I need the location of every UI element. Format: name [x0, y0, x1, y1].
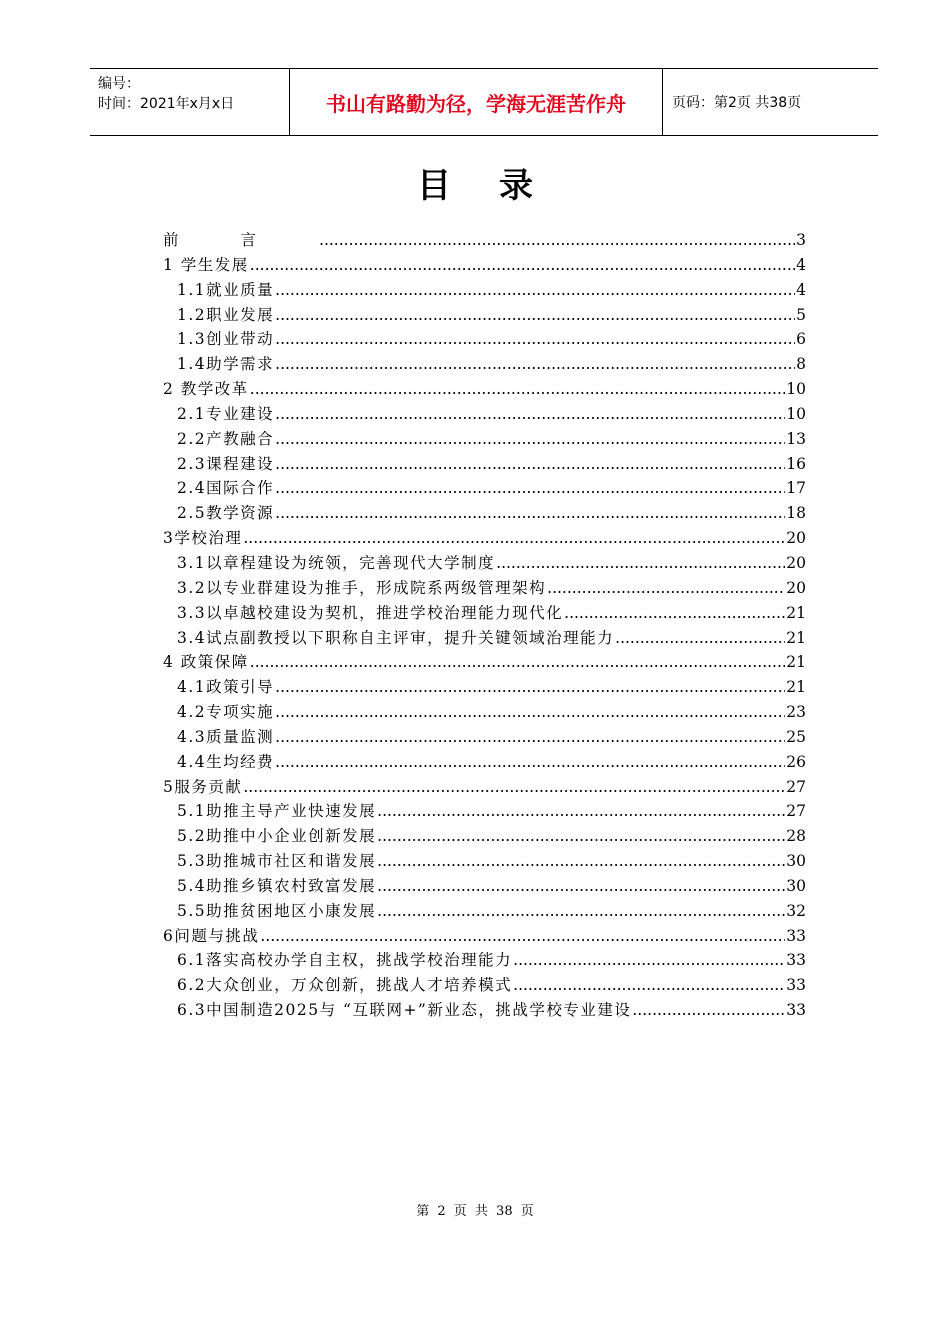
toc-dot-leader: [513, 973, 785, 998]
header-page-info: 页码：第2页 共38页: [672, 95, 802, 111]
toc-entry-page: 3: [796, 231, 806, 249]
toc-dot-leader: [243, 526, 785, 551]
toc-entry-page: 33: [786, 951, 806, 970]
toc-entry[interactable]: [163, 377, 806, 402]
table-of-contents: [163, 228, 806, 1023]
page-title: 目录: [417, 166, 581, 206]
toc-entry-label: 6.2大众创业，万众创新，挑战人才培养模式: [177, 976, 513, 995]
toc-dot-leader: [377, 874, 785, 899]
toc-entry-label: 4 政策保障: [163, 653, 249, 672]
toc-entry[interactable]: [163, 501, 806, 526]
toc-entry[interactable]: [163, 476, 806, 501]
toc-entry-page: 21: [786, 628, 806, 647]
toc-entry-page: 25: [786, 727, 806, 746]
toc-entry-label: 5.5助推贫困地区小康发展: [177, 901, 377, 920]
toc-dot-leader: [275, 303, 795, 328]
toc-entry[interactable]: [163, 725, 806, 750]
toc-entry-label: 2.4国际合作: [177, 479, 275, 498]
toc-dot-leader: [275, 352, 795, 377]
toc-entry[interactable]: [163, 700, 806, 725]
toc-dot-leader: [547, 576, 785, 601]
toc-entry-label: 前言: [163, 231, 319, 249]
toc-entry-label: 6问题与挑战: [163, 926, 260, 945]
toc-entry-label: 3.4试点副教授以下职称自主评审，提升关键领域治理能力: [177, 628, 615, 647]
toc-entry-label: 5.2助推中小企业创新发展: [177, 827, 377, 846]
toc-dot-leader: [275, 675, 785, 700]
toc-entry-label: 4.1政策引导: [177, 678, 275, 697]
toc-dot-leader: [564, 601, 785, 626]
toc-entry-page: 4: [796, 280, 806, 299]
toc-entry[interactable]: [163, 824, 806, 849]
document-number-label: 编号：: [98, 76, 140, 92]
toc-entry-page: 16: [786, 454, 806, 473]
toc-entry-page: 21: [786, 603, 806, 622]
toc-entry-label: 1.3创业带动: [177, 330, 275, 349]
toc-dot-leader: [275, 725, 785, 750]
toc-dot-leader: [275, 501, 785, 526]
toc-entry-label: 1.2职业发展: [177, 305, 275, 324]
toc-entry-label: 1.4助学需求: [177, 355, 275, 374]
toc-entry[interactable]: [163, 750, 806, 775]
toc-entry[interactable]: [163, 998, 806, 1023]
toc-dot-leader: [275, 278, 795, 303]
toc-entry-page: 6: [796, 330, 806, 349]
toc-entry[interactable]: [163, 452, 806, 477]
toc-dot-leader: [275, 700, 785, 725]
toc-entry-page: 20: [786, 578, 806, 597]
toc-entry-page: 20: [786, 553, 806, 572]
toc-entry-page: 28: [786, 827, 806, 846]
toc-entry-page: 33: [786, 926, 806, 945]
toc-entry-page: 21: [786, 678, 806, 697]
toc-entry-label: 2 教学改革: [163, 380, 249, 399]
toc-entry[interactable]: [163, 899, 806, 924]
toc-dot-leader: [377, 899, 785, 924]
toc-entry[interactable]: [163, 427, 806, 452]
toc-entry-page: 26: [786, 752, 806, 771]
toc-entry-label: 1.1就业质量: [177, 280, 275, 299]
toc-dot-leader: [250, 253, 795, 278]
toc-dot-leader: [632, 998, 785, 1023]
toc-entry[interactable]: [163, 601, 806, 626]
toc-entry[interactable]: [163, 675, 806, 700]
toc-dot-leader: [496, 551, 785, 576]
toc-dot-leader: [275, 327, 795, 352]
toc-entry-page: 4: [796, 255, 806, 274]
toc-entry[interactable]: [163, 626, 806, 651]
header-page-cell: [663, 69, 878, 135]
toc-entry-page: 27: [786, 802, 806, 821]
toc-entry-page: 17: [786, 479, 806, 498]
toc-dot-leader: [243, 775, 785, 800]
toc-dot-leader: [250, 650, 785, 675]
toc-dot-leader: [260, 924, 785, 949]
toc-entry-page: 20: [786, 529, 806, 548]
toc-entry[interactable]: [163, 228, 806, 253]
toc-entry[interactable]: [163, 948, 806, 973]
toc-entry-page: 10: [786, 380, 806, 399]
toc-entry-label: 3.3以卓越校建设为契机，推进学校治理能力现代化: [177, 603, 564, 622]
toc-entry-page: 30: [786, 852, 806, 871]
toc-dot-leader: [319, 228, 795, 253]
toc-entry-label: 4.3质量监测: [177, 727, 275, 746]
toc-entry-label: 5服务贡献: [163, 777, 243, 796]
toc-entry[interactable]: [163, 874, 806, 899]
toc-entry-page: 32: [786, 901, 806, 920]
header-meta-cell: [90, 69, 290, 135]
toc-entry-label: 3.2以专业群建设为推手，形成院系两级管理架构: [177, 578, 547, 597]
toc-entry-label: 4.4生均经费: [177, 752, 275, 771]
toc-entry-label: 3.1以章程建设为统领，完善现代大学制度: [177, 553, 496, 572]
toc-entry-label: 1 学生发展: [163, 255, 249, 274]
toc-entry-label: 2.5教学资源: [177, 504, 275, 523]
toc-dot-leader: [377, 799, 785, 824]
toc-entry[interactable]: [163, 775, 806, 800]
toc-entry-label: 2.2产教融合: [177, 429, 275, 448]
toc-entry-page: 23: [786, 703, 806, 722]
toc-dot-leader: [250, 377, 785, 402]
toc-dot-leader: [275, 476, 785, 501]
toc-dot-leader: [377, 849, 785, 874]
document-time-label: 时间：2021年x月x日: [98, 96, 235, 112]
toc-entry-label: 2.3课程建设: [177, 454, 275, 473]
toc-dot-leader: [275, 750, 785, 775]
toc-entry[interactable]: [163, 551, 806, 576]
toc-entry[interactable]: [163, 327, 806, 352]
toc-entry-page: 8: [796, 355, 806, 374]
toc-entry[interactable]: [163, 799, 806, 824]
toc-entry[interactable]: [163, 576, 806, 601]
toc-dot-leader: [377, 824, 785, 849]
toc-dot-leader: [513, 948, 785, 973]
toc-entry-page: 33: [786, 976, 806, 995]
toc-dot-leader: [615, 626, 785, 651]
toc-entry[interactable]: [163, 650, 806, 675]
toc-dot-leader: [275, 452, 785, 477]
toc-entry[interactable]: [163, 849, 806, 874]
toc-entry[interactable]: [163, 924, 806, 949]
toc-entry-page: 30: [786, 876, 806, 895]
toc-entry-page: 5: [796, 305, 806, 324]
toc-entry-label: 3学校治理: [163, 529, 243, 548]
toc-entry-label: 6.1落实高校办学自主权，挑战学校治理能力: [177, 951, 513, 970]
toc-entry-page: 33: [786, 1001, 806, 1020]
toc-entry[interactable]: [163, 352, 806, 377]
toc-entry[interactable]: [163, 526, 806, 551]
page-footer: 第 2 页 共 38 页: [416, 1204, 534, 1219]
toc-entry[interactable]: [163, 402, 806, 427]
toc-entry[interactable]: [163, 278, 806, 303]
toc-entry-label: 6.3中国制造2025与 “互联网+”新业态，挑战学校专业建设: [177, 1001, 632, 1020]
toc-entry[interactable]: [163, 253, 806, 278]
toc-entry-page: 10: [786, 404, 806, 423]
toc-entry-page: 21: [786, 653, 806, 672]
toc-entry-page: 18: [786, 504, 806, 523]
toc-entry-label: 5.1助推主导产业快速发展: [177, 802, 377, 821]
toc-dot-leader: [275, 427, 785, 452]
header-motto-cell: [290, 69, 663, 135]
toc-entry-label: 5.3助推城市社区和谐发展: [177, 852, 377, 871]
header-motto: 书山有路勤为径，学海无涯苦作舟: [326, 91, 626, 116]
document-header: [90, 68, 878, 136]
toc-entry-page: 27: [786, 777, 806, 796]
toc-entry-page: 13: [786, 429, 806, 448]
toc-entry-label: 4.2专项实施: [177, 703, 275, 722]
toc-entry-label: 5.4助推乡镇农村致富发展: [177, 876, 377, 895]
toc-entry-label: 2.1专业建设: [177, 404, 275, 423]
toc-dot-leader: [275, 402, 785, 427]
toc-entry[interactable]: [163, 973, 806, 998]
toc-entry[interactable]: [163, 303, 806, 328]
